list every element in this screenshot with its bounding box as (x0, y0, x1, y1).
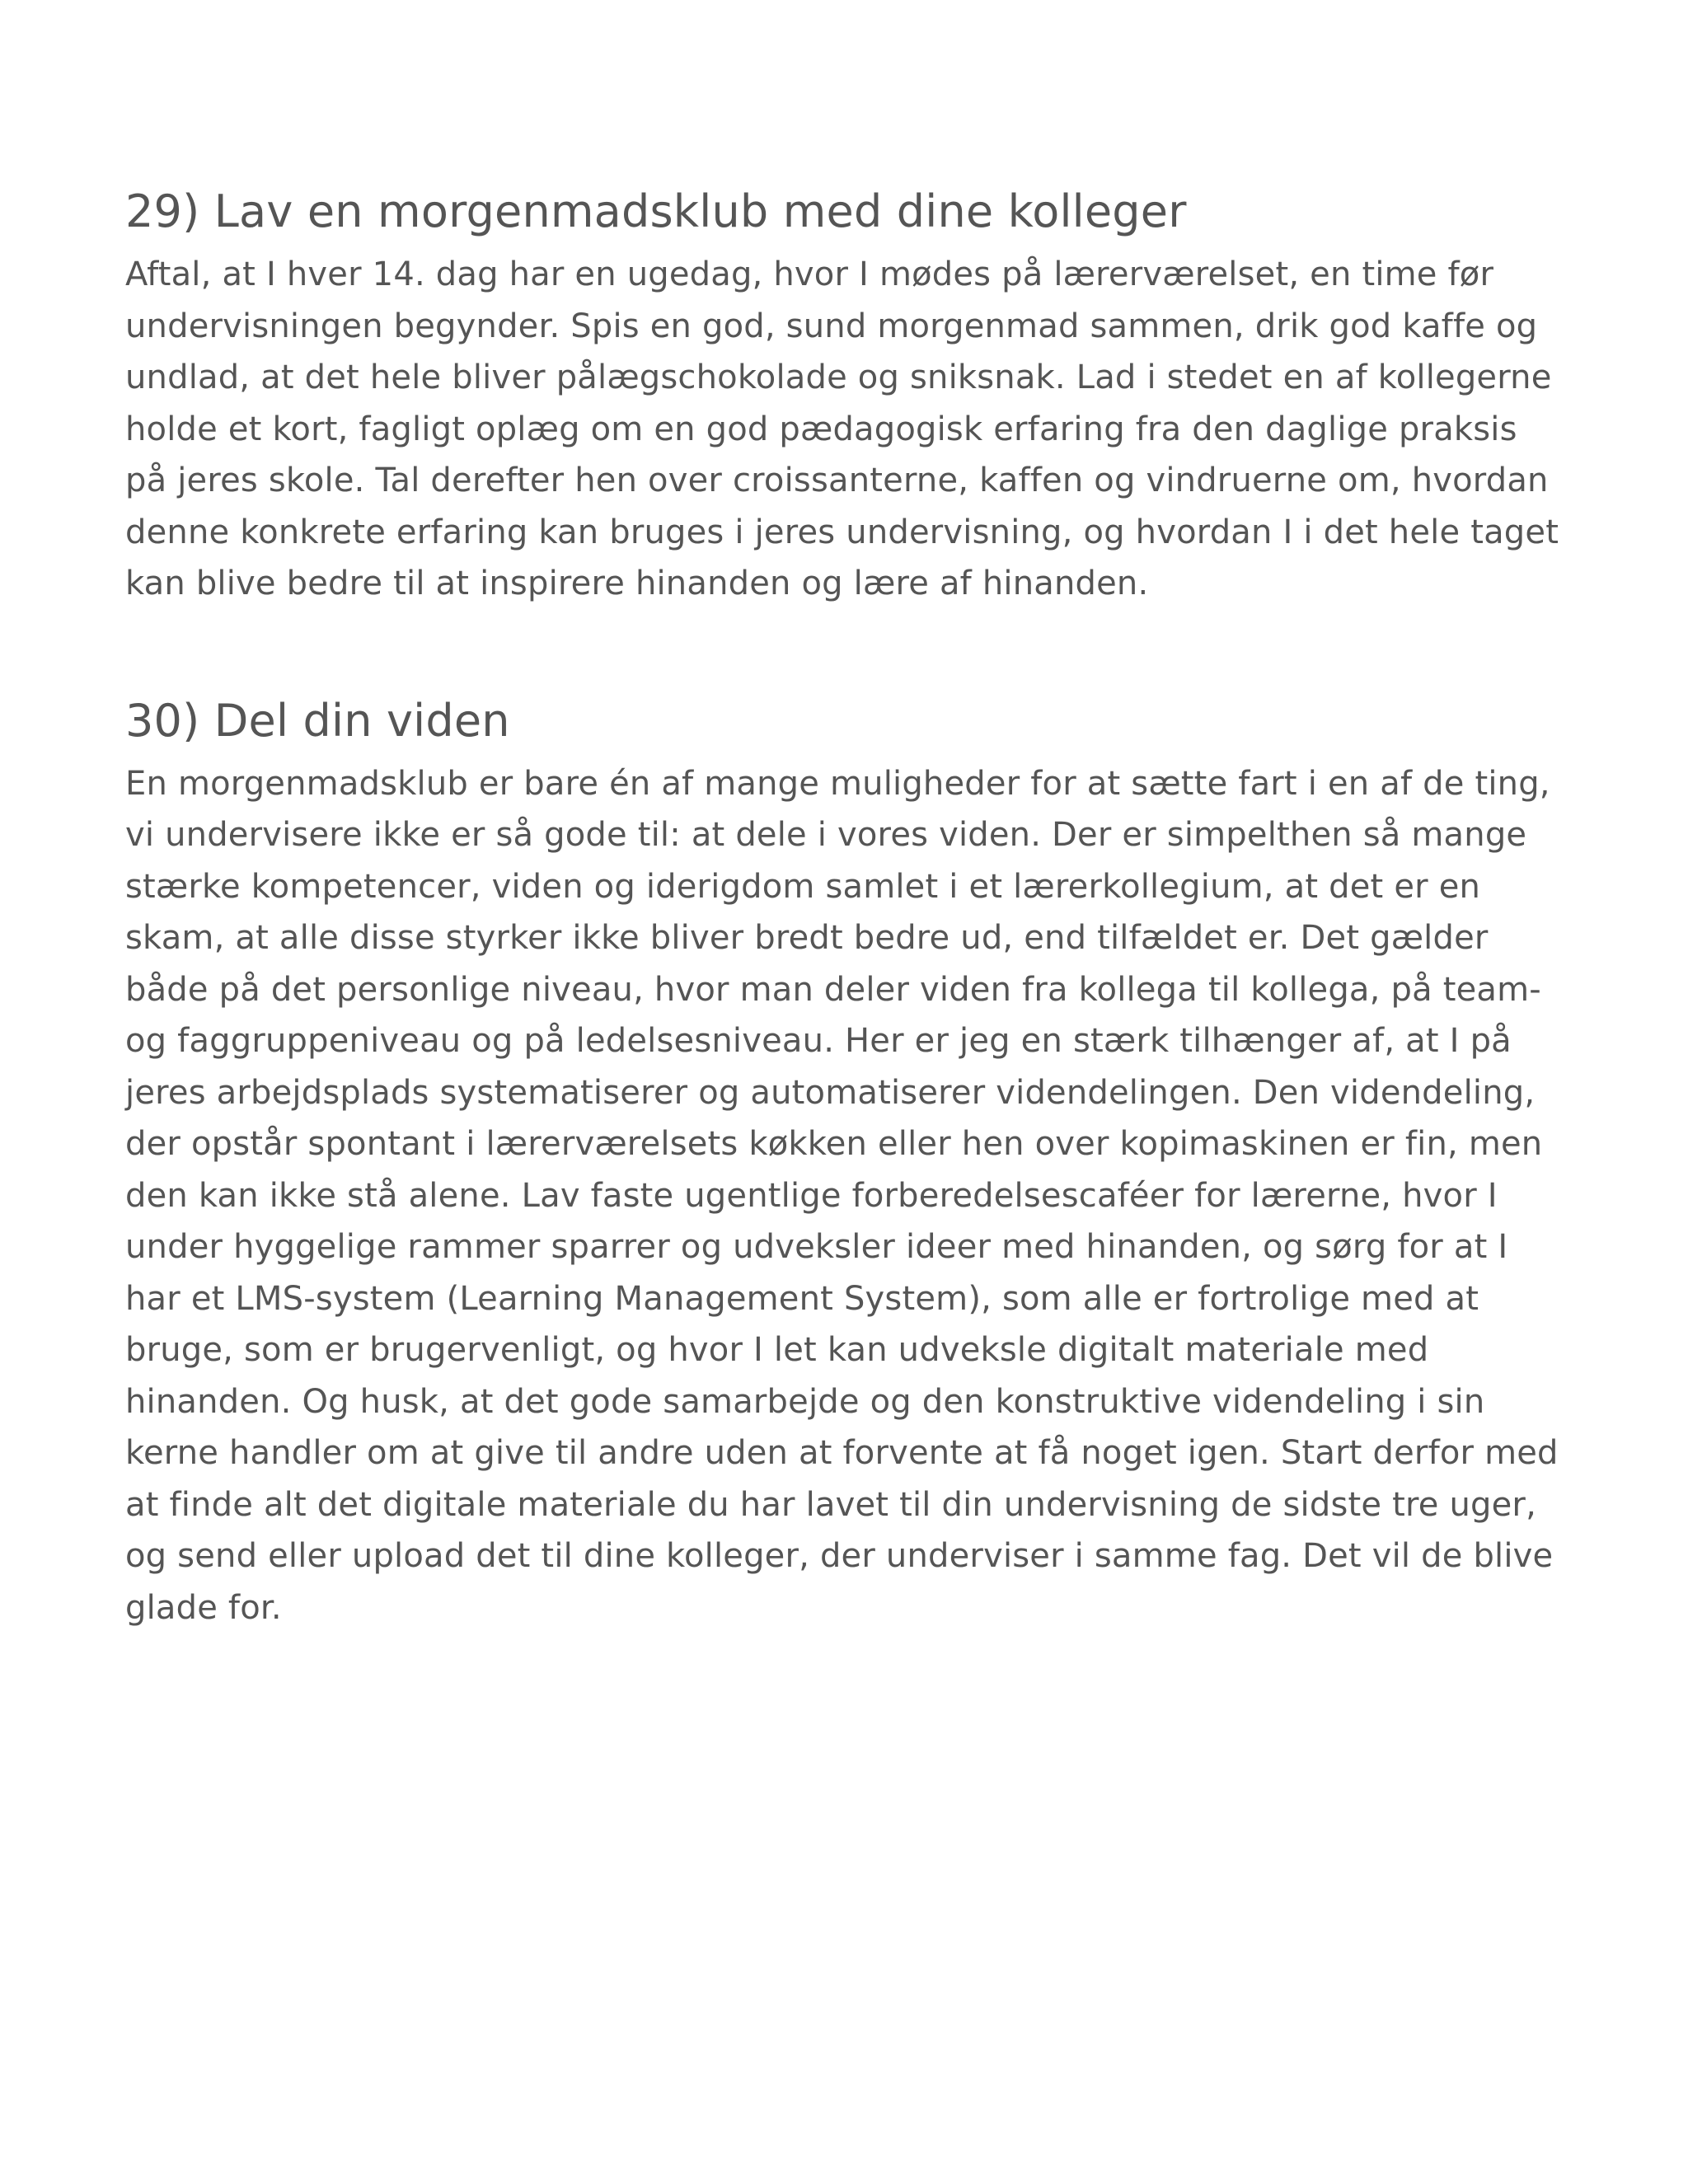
section-body-text: Aftal, at I hver 14. dag har en ugedag, hvor I mødes på lærerværelset, en time før undervisningen begynder. Spis en god, sund morgenmad sammen, drik god kaffe og undlad, at det hele bliver pålægschokolade og sniksnak. Lad i stedet en af kollegerne holde et kort, fagligt oplæg om en god pædagogisk erfaring fra den daglige praksis på jeres skole. Tal derefter hen over croissanterne, kaffen og vindruerne om, hvordan denne konkrete erfaring kan bruges i jeres undervisning, og hvordan I i det hele taget kan blive bedre til at inspirere hinanden og lære af hinanden. (125, 255, 1559, 602)
section-del-din-viden (125, 689, 1563, 1634)
section-heading: 29) Lav en morgenmadsklub med dine kolleger (125, 185, 1187, 237)
section-morgenmadsklub (125, 180, 1563, 610)
section-heading: 30) Del din viden (125, 694, 510, 747)
section-body-text: En morgenmadsklub er bare én af mange muligheder for at sætte fart i en af de ting, vi undervisere ikke er så gode til: at dele i vores viden. Der er simpelthen så mange stærke kompetencer, viden og iderigdom samlet i et lærerkollegium, at det er en skam, at alle disse styrker ikke bliver bredt bedre ud, end tilfældet er. Det gælder både på det personlige niveau, hvor man deler viden fra kollega til kollega, på team- og faggruppeniveau og på ledelsesniveau. Her er jeg en stærk tilhænger af, at I på jeres arbejdsplads systematiserer og automatiserer videndelingen. Den videndeling, der opstår spontant i lærerværelsets køkken eller hen over kopimaskinen er fin, men den kan ikke stå alene. Lav faste ugentlige forberedelsescaféer for lærerne, hvor I under hyggelige rammer sparrer og udveksler ideer med hinanden, og sørg for at I har et LMS-system (Learning Management System), som alle er fortrolige med at bruge, som er brugervenligt, og hvor I let kan udveksle digitalt materiale med hinanden. Og husk, at det gode samarbejde og den konstruktive videndeling i sin kerne handler om at give til andre uden at forvente at få noget igen. Start derfor med at finde alt det digitale materiale du har lavet til din undervisning de sidste tre uger, og send eller upload det til dine kolleger, der underviser i samme fag. Det vil de blive glade for. (125, 764, 1559, 1627)
document-page (125, 180, 1563, 1633)
